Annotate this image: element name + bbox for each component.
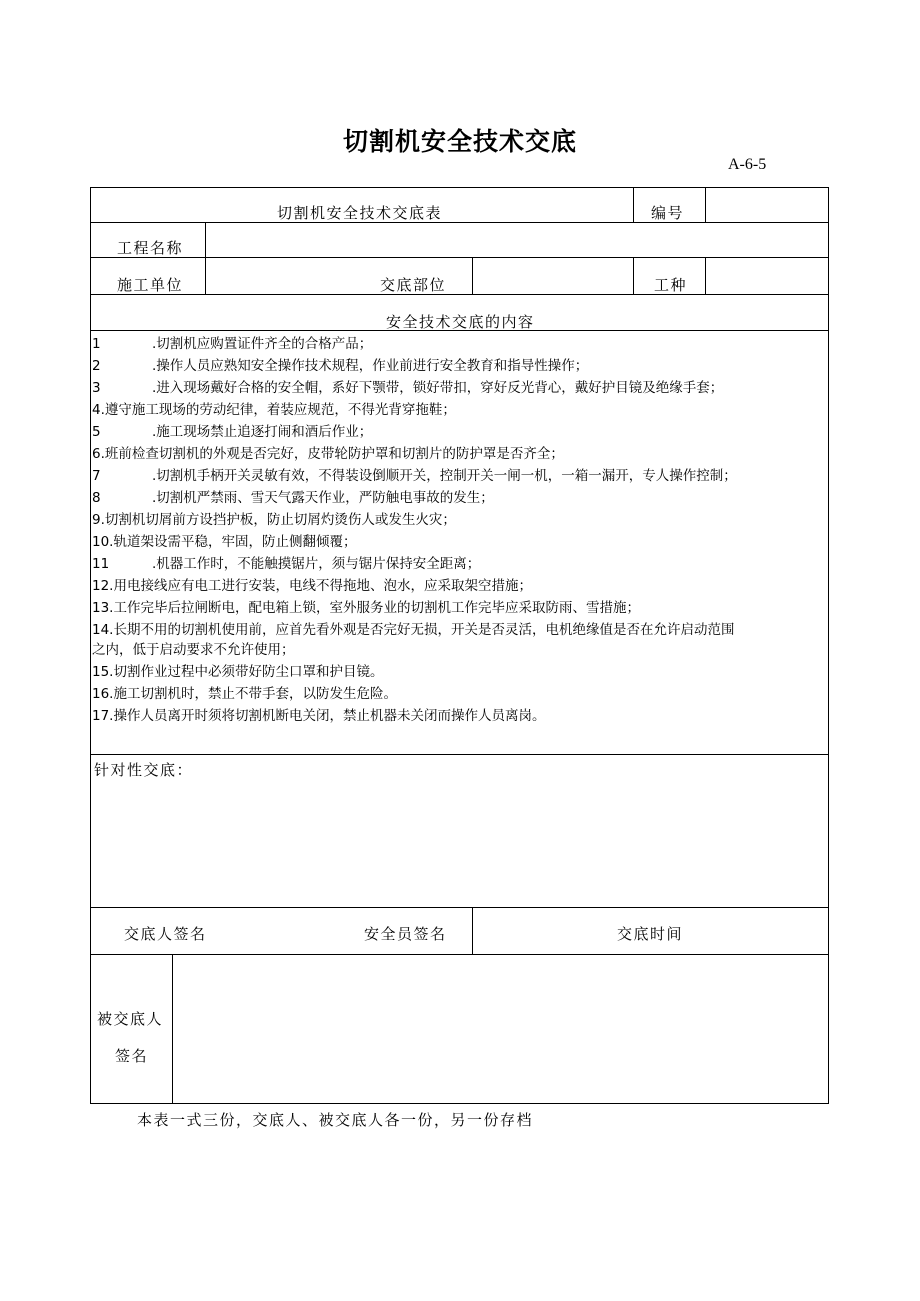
- list-item-text: .施工现场禁止追逐打闹和酒后作业；: [152, 424, 373, 440]
- list-item-number: 9.: [92, 512, 105, 528]
- list-item-number: 12.: [92, 578, 114, 594]
- work-type-label: 工种: [654, 276, 688, 294]
- row-divider: [90, 294, 829, 295]
- list-item: [92, 704, 545, 724]
- list-item-text: 之内，低于启动要求不允许使用；: [92, 642, 295, 658]
- page-title: 切割机安全技术交底: [342, 127, 577, 156]
- list-item-number: 4.: [92, 402, 105, 418]
- list-item: [92, 398, 456, 418]
- number-field[interactable]: [712, 202, 822, 220]
- list-item: [92, 354, 588, 374]
- list-item: [92, 574, 532, 594]
- list-item: [92, 376, 723, 396]
- list-item-text: 长期不用的切割机使用前，应首先看外观是否完好无损，开关是否灵活，电机绝缘值是否在允许启动范围: [113, 622, 735, 638]
- list-item-text: 轨道架设需平稳，牢固，防止侧翻倾覆；: [113, 534, 357, 550]
- list-item-number: 7: [92, 468, 101, 484]
- column-divider: [205, 222, 206, 294]
- list-item: [92, 618, 734, 638]
- list-item-text: 班前检查切割机的外观是否完好，皮带轮防护罩和切割片的防护罩是否齐全；: [104, 446, 564, 462]
- targeted-handover-label: 针对性交底：: [94, 761, 194, 779]
- list-item-number: 11: [92, 556, 110, 572]
- row-divider: [90, 754, 829, 755]
- list-item-text: 遵守施工现场的劳动纪律，着装应规范，不得光背穿拖鞋；: [104, 402, 456, 418]
- list-item-text: 工作完毕后拉闸断电，配电箱上锁，室外服务业的切割机工作完毕应采取防雨、雪措施；: [113, 600, 640, 616]
- list-item-number: 6.: [92, 446, 105, 462]
- list-item-text: .切割机手柄开关灵敏有效，不得装设倒顺开关，控制开关一闸一机，一箱一漏开，专人操作控制；: [152, 468, 737, 484]
- list-item: [92, 464, 737, 484]
- column-divider: [172, 954, 173, 1104]
- column-divider: [633, 257, 634, 294]
- list-item-number: 2: [92, 358, 101, 374]
- list-item: [92, 508, 456, 528]
- list-item-number: 3: [92, 380, 101, 396]
- list-item: [92, 420, 372, 440]
- list-item-text: .进入现场戴好合格的安全帽，系好下颚带，锁好带扣，穿好反光背心，戴好护目镜及绝缘手套；: [152, 380, 724, 396]
- list-item: [92, 596, 640, 616]
- row-divider: [90, 222, 829, 223]
- handover-person-label: 交底人签名: [124, 925, 207, 943]
- project-name-field[interactable]: [212, 237, 812, 255]
- list-item-text: .切割机应购置证件齐全的合格产品；: [152, 336, 373, 352]
- list-item: [92, 530, 356, 550]
- list-item-text: 用电接线应有电工进行安装，电线不得拖地、泡水，应采取架空措施；: [113, 578, 532, 594]
- list-item-number: 8: [92, 490, 101, 506]
- list-item-number: 5: [92, 424, 101, 440]
- recipient-signature-field[interactable]: [180, 962, 820, 1096]
- row-divider: [90, 907, 829, 908]
- list-item: [92, 638, 295, 658]
- column-divider: [705, 187, 706, 222]
- construction-unit-field[interactable]: [212, 274, 352, 292]
- handover-part-label: 交底部位: [380, 276, 447, 294]
- list-item: [92, 442, 564, 462]
- column-divider: [633, 187, 634, 222]
- project-name-label: 工程名称: [117, 239, 184, 257]
- list-item-text: .操作人员应熟知安全操作技术规程，作业前进行安全教育和指导性操作；: [152, 358, 589, 374]
- column-divider: [472, 257, 473, 294]
- list-item-number: 15.: [92, 664, 114, 680]
- list-item-text: 切割机切屑前方设挡护板，防止切屑灼烫伤人或发生火灾；: [104, 512, 456, 528]
- table-title: 切割机安全技术交底表: [277, 204, 443, 222]
- form-code: A-6-5: [728, 156, 767, 173]
- safety-officer-label: 安全员签名: [364, 925, 447, 943]
- handover-time-label: 交底时间: [617, 925, 684, 943]
- footer-note: 本表一式三份，交底人、被交底人各一份，另一份存档: [137, 1111, 534, 1129]
- list-item: [92, 682, 397, 702]
- list-item-text: 操作人员离开时须将切割机断电关闭，禁止机器未关闭而操作人员离岗。: [113, 708, 546, 724]
- list-item-number: 16.: [92, 686, 114, 702]
- number-label: 编号: [651, 204, 685, 222]
- list-item-number: 1: [92, 336, 101, 352]
- row-divider: [90, 954, 829, 955]
- recipient-label-sign: 签名: [115, 1047, 149, 1065]
- row-divider: [90, 257, 829, 258]
- list-item-text: 切割作业过程中必须带好防尘口罩和护目镜。: [113, 664, 384, 680]
- work-type-field[interactable]: [712, 274, 822, 292]
- list-item-number: 14.: [92, 622, 114, 638]
- list-item-number: 13.: [92, 600, 114, 616]
- targeted-handover-field[interactable]: [94, 782, 819, 900]
- content-heading: 安全技术交底的内容: [386, 313, 535, 331]
- column-divider: [472, 907, 473, 954]
- list-item-text: .切割机严禁雨、雪天气露天作业，严防触电事故的发生；: [152, 490, 494, 506]
- construction-unit-label: 施工单位: [117, 276, 184, 294]
- list-item: [92, 660, 383, 680]
- list-item: [92, 486, 494, 506]
- recipient-label: 被交底人: [97, 1010, 164, 1028]
- column-divider: [705, 257, 706, 294]
- list-item-number: 10.: [92, 534, 114, 550]
- list-item-text: .机器工作时，不能触摸锯片，须与锯片保持安全距离；: [152, 556, 481, 572]
- handover-part-field[interactable]: [480, 274, 620, 292]
- list-item-number: 17.: [92, 708, 114, 724]
- list-item: [92, 332, 372, 352]
- list-item-text: 施工切割机时，禁止不带手套，以防发生危险。: [113, 686, 397, 702]
- list-item: [92, 552, 480, 572]
